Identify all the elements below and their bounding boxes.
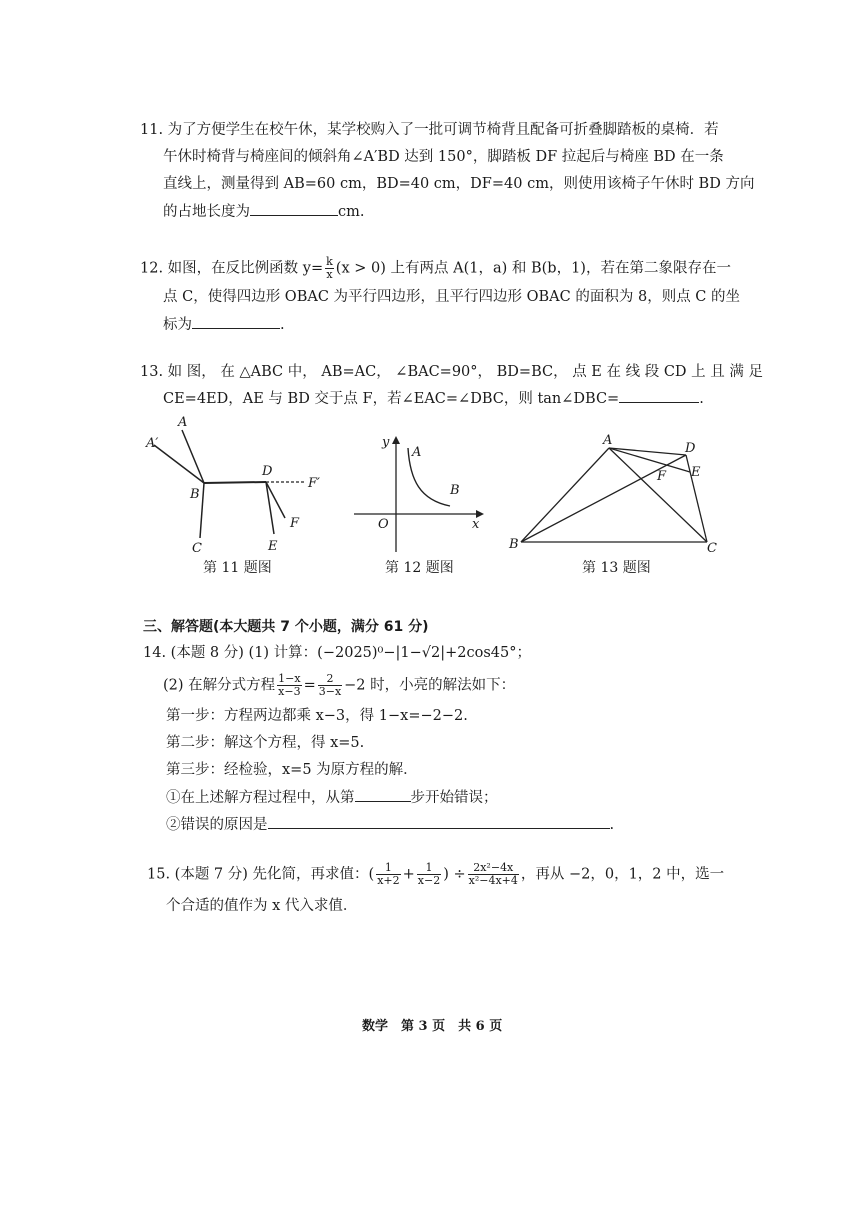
q14-fraction-2 [318, 673, 342, 698]
q14-f2-den: 3−x [318, 685, 342, 698]
q14-step1: 第一步：方程两边都乘 x−3，得 1−x=−2−2. [166, 708, 468, 724]
fig13-label-A: A [603, 433, 613, 448]
q11-text-1: 为了方便学生在校午休，某学校购入了一批可调节椅背且配备可折叠脚踏板的桌椅．若 [167, 122, 719, 138]
q12-text-1a: 如图，在反比例函数 y= [167, 260, 324, 277]
q11-text-4a: 的占地长度为 [163, 204, 250, 220]
fig12-y-arrow [392, 436, 400, 444]
q14-fraction-1 [277, 673, 301, 698]
q11-number: 11. [140, 122, 164, 138]
fig12-label-B: B [450, 483, 460, 498]
fig12-label-A: A [412, 445, 422, 460]
fig12-label-y: y [382, 435, 390, 450]
section3-heading: 三、解答题(本大题共 7 个小题，满分 61 分) [143, 619, 429, 635]
q15-fb-num: 1 [417, 862, 441, 875]
fig11-label-A2: A′ [146, 436, 159, 451]
q12-text-3b: . [280, 317, 285, 333]
q11-line4 [163, 201, 364, 222]
q11-line3: 直线上，测量得到 AB=60 cm，BD=40 cm，DF=40 cm，则使用该椅子午休时 BD 方向 [163, 176, 755, 192]
q12-fraction [325, 256, 334, 281]
q15-text-1b: ，再从 −2，0，1，2 中，选一 [520, 866, 725, 883]
q14-step3: 第三步：经检验，x=5 为原方程的解． [166, 762, 418, 778]
q14-sub1a: ①在上述解方程过程中，从第 [166, 790, 355, 806]
q12-text-3a: 标为 [163, 317, 192, 333]
q14-line2 [163, 673, 515, 698]
q15-fraction-c [468, 862, 519, 887]
fig11-label-A: A [178, 415, 188, 430]
q12-frac-den: x [326, 268, 333, 281]
q11-line2: 午休时椅背与椅座间的倾斜角∠A′BD 达到 150°，脚踏板 DF 拉起后与椅座 BD 在一条 [163, 149, 724, 165]
q14-step2: 第二步：解这个方程，得 x=5. [166, 735, 365, 751]
q14-f2-num: 2 [318, 673, 342, 686]
q14-sub1 [166, 787, 498, 808]
q15-fraction-a [376, 862, 400, 887]
q13-line1 [140, 362, 763, 382]
q12-number: 12. [140, 260, 164, 277]
fig11-label-D: D [262, 464, 273, 479]
q15-fa-den: x+2 [377, 874, 400, 887]
fig13-label-D: D [685, 441, 696, 456]
q13-number: 13. [140, 364, 164, 380]
q15-fc-num: 2x²−4x [468, 862, 519, 875]
q14-sub2b: . [609, 817, 615, 833]
figure-12 [350, 430, 490, 555]
q14-step-blank[interactable] [355, 787, 411, 802]
q14-line1: 14. (本题 8 分) (1) 计算：(−2025)⁰−|1−√2|+2cos45°； [143, 645, 531, 661]
q15-line1 [147, 862, 724, 887]
q13-answer-blank[interactable] [619, 388, 699, 403]
fig11-label-E: E [268, 539, 278, 554]
fig11-label-B: B [190, 487, 200, 502]
q12-answer-blank[interactable] [192, 314, 280, 329]
q12-frac-num: k [326, 255, 333, 268]
q11-line1 [140, 120, 719, 140]
q14-sub2a: ②错误的原因是 [166, 817, 268, 833]
q13-text-1: 如 图， 在 △ABC 中， AB=AC， ∠BAC=90°， BD=BC， 点 E 在 线 段 CD 上 且 满 足 [167, 364, 763, 380]
figure-13 [505, 430, 730, 555]
q15-plus: + [402, 866, 415, 883]
q15-fc-den: x²−4x+4 [468, 874, 518, 887]
q15-div: ) ÷ [443, 866, 466, 883]
page-footer: 数学 第 3 页 共 6 页 [362, 1019, 503, 1034]
fig11-seat-BD [204, 482, 266, 483]
fig11-label-F2: F′ [308, 476, 320, 491]
fig13-label-F: F [657, 469, 667, 484]
q13-text-2a: CE=4ED，AE 与 BD 交于点 F，若∠EAC=∠DBC，则 tan∠DBC= [163, 391, 620, 407]
fig12-caption: 第 12 题图 [385, 560, 454, 576]
q15-text-1a: 15. (本题 7 分) 先化简，再求值：( [147, 866, 375, 883]
q14-eq: = [303, 677, 316, 694]
q14-text-2b: −2 时，小亮的解法如下： [344, 677, 516, 694]
fig13-label-E: E [691, 465, 701, 480]
fig13-label-C: C [707, 541, 717, 555]
q13-text-2b: . [699, 391, 704, 407]
fig11-caption: 第 11 题图 [203, 560, 272, 576]
q14-sub2 [166, 814, 614, 835]
q11-text-4b: cm. [338, 204, 365, 220]
q13-line2 [163, 388, 704, 409]
q15-fraction-b [417, 862, 441, 887]
q15-line2: 个合适的值作为 x 代入求值． [166, 898, 358, 914]
figure-11 [140, 410, 350, 560]
fig11-label-C: C [192, 541, 202, 556]
q12-text-1b: (x > 0) 上有两点 A(1，a) 和 B(b，1)，若在第二象限存在一 [335, 260, 731, 277]
q14-f1-den: x−3 [278, 685, 301, 698]
fig13-AB [521, 448, 609, 542]
q14-reason-blank[interactable] [268, 814, 610, 829]
q14-sub1b: 步开始错误； [410, 790, 498, 806]
q12-line1 [140, 256, 731, 281]
fig13-caption: 第 13 题图 [582, 560, 651, 576]
q14-text-2a: (2) 在解分式方程 [163, 677, 276, 694]
q11-answer-blank[interactable] [250, 201, 338, 216]
fig11-leg-BC [200, 483, 204, 538]
q14-f1-num: 1−x [278, 672, 301, 685]
q12-line2: 点 C，使得四边形 OBAC 为平行四边形，且平行四边形 OBAC 的面积为 8，则点 C 的坐 [163, 289, 741, 305]
fig11-label-F: F [290, 516, 300, 531]
q15-fa-num: 1 [376, 862, 400, 875]
q15-fb-den: x−2 [417, 874, 441, 887]
q12-line3 [163, 314, 285, 335]
fig13-label-B: B [509, 537, 519, 552]
fig12-label-O: O [378, 517, 389, 532]
fig12-label-x: x [472, 517, 480, 532]
